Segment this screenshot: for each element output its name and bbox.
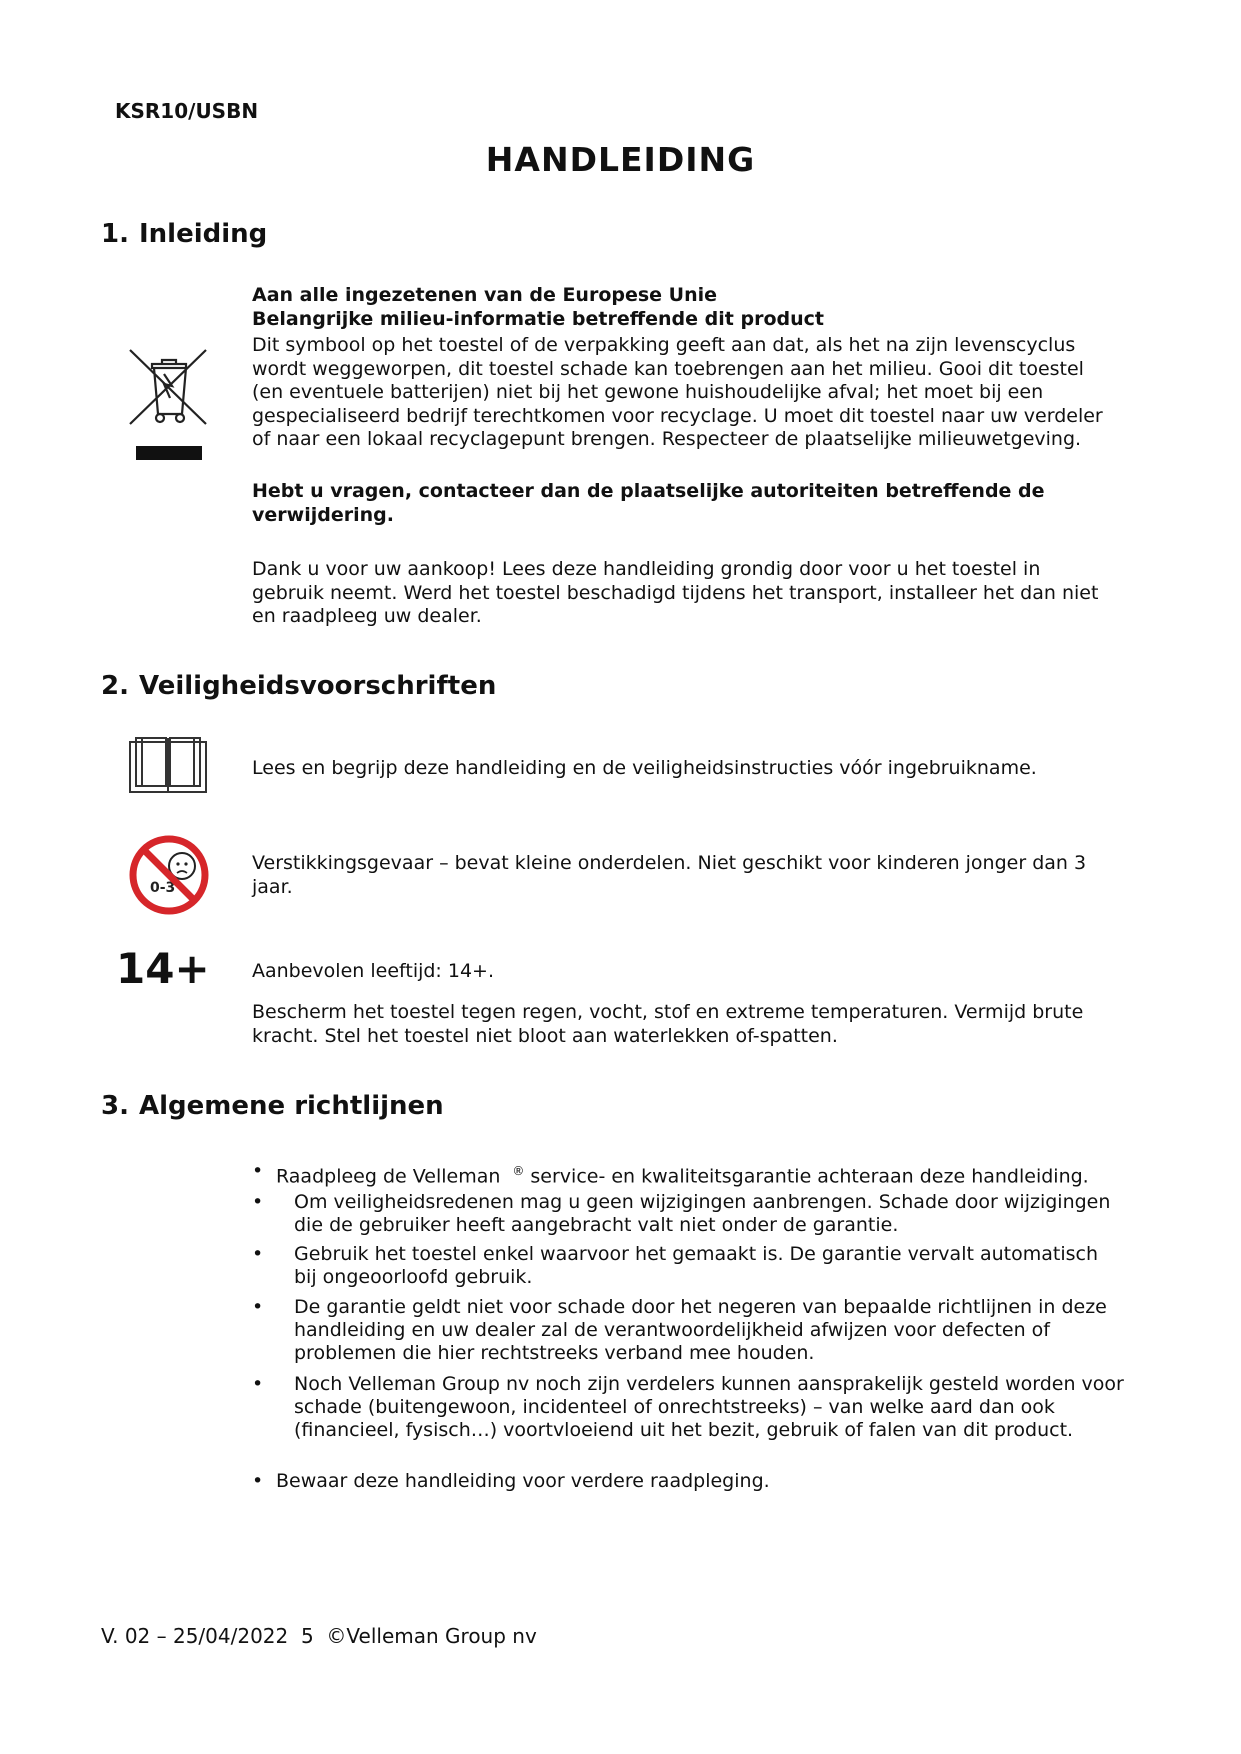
section-number: 2. (101, 671, 129, 701)
bullet: • (252, 1470, 264, 1492)
list-item-text: Om veiligheidsredenen mag u geen wijzigingen aanbrengen. Schade door wijzigingen die de gebruiker heeft aangebracht valt niet onder de garantie. (294, 1191, 1111, 1236)
bullet: • (252, 1243, 264, 1265)
bullet: • (252, 1160, 264, 1182)
manual-book-icon (128, 734, 208, 796)
page-footer: V. 02 – 25/04/2022 5 ©Velleman Group nv (101, 1624, 537, 1648)
eu-contact: Hebt u vragen, contacteer dan de plaatselijke autoriteiten betreffende de verwijdering. (252, 480, 1045, 526)
list-item-text: service- en kwaliteitsgarantie achteraan deze handleiding. (530, 1165, 1089, 1188)
list-item-text: De garantie geldt niet voor schade door het negeren van bepaalde richtlijnen in deze handleiding en uw dealer zal de verantwoordelijkheid afwijzen voor defecten of problemen die hier rechtstreeks verband mee houden. (294, 1296, 1107, 1364)
list-item (252, 1373, 1122, 1467)
section-2-heading (101, 671, 496, 701)
page-title: HANDLEIDING (485, 140, 756, 179)
section-title: Veiligheidsvoorschriften (139, 671, 497, 701)
list-item (252, 1296, 1122, 1366)
weee-bin-icon (126, 346, 210, 464)
age-recommendation-text: Aanbevolen leeftijd: 14+. (252, 960, 495, 982)
list-item-text: Bewaar deze handleiding voor verdere raadpleging. (276, 1470, 770, 1492)
section-number: 1. (101, 219, 129, 249)
list-item-text: Gebruik het toestel enkel waarvoor het gemaakt is. De garantie vervalt automatisch bij ongeoorloofd gebruik. (294, 1243, 1098, 1288)
registered-mark: ® (512, 1164, 525, 1178)
section-title: Inleiding (139, 219, 268, 249)
bullet: • (252, 1296, 264, 1318)
section-title: Algemene richtlijnen (139, 1091, 444, 1121)
list-item (252, 1470, 1122, 1494)
thanks-paragraph: Dank u voor uw aankoop! Lees deze handleiding grondig door voor u het toestel in gebruik neemt. Werd het toestel beschadigd tijdens het transport, installeer het dan niet en raadpleeg uw dealer. (252, 558, 1099, 627)
age-14-plus-icon: 14+ (116, 944, 210, 993)
eu-body: Dit symbool op het toestel of de verpakking geeft aan dat, als het na zijn levenscyclus wordt weggeworpen, dit toestel schade kan toebrengen aan het milieu. Gooi dit toestel (en eventuele batterijen) niet bij het gewone huishoudelijke afval; het moet bij een gespecialiseerd bedrijf terechtkomen voor recyclage. U moet dit toestel naar uw verdeler of naar een lokaal recyclagepunt brengen. Respecteer de plaatselijke milieuwetgeving. (252, 334, 1103, 450)
list-item (252, 1160, 1122, 1188)
list-item (252, 1243, 1122, 1289)
read-manual-text: Lees en begrijp deze handleiding en de veiligheidsinstructies vóór ingebruikname. (252, 757, 1037, 779)
protect-device-text: Bescherm het toestel tegen regen, vocht, stof en extreme temperaturen. Vermijd brute kracht. Stel het toestel niet bloot aan waterlekken of-spatten. (252, 1001, 1084, 1047)
bullet: • (252, 1191, 264, 1213)
bullet: • (252, 1373, 264, 1395)
eu-subtitle: Belangrijke milieu-informatie betreffende dit product (252, 308, 824, 330)
list-item (252, 1191, 1122, 1237)
section-3-heading (101, 1091, 444, 1121)
list-item-text: Raadpleeg de Velleman (276, 1165, 501, 1188)
model-number: KSR10/USBN (115, 99, 259, 123)
age-badge-label: 0-3 (150, 880, 176, 896)
eu-title: Aan alle ingezetenen van de Europese Unie (252, 284, 718, 306)
choking-hazard-icon (128, 834, 210, 916)
section-1-heading (101, 219, 267, 249)
choking-warning-text: Verstikkingsgevaar – bevat kleine onderdelen. Niet geschikt voor kinderen jonger dan 3 jaar. (252, 852, 1087, 898)
section-number: 3. (101, 1091, 129, 1121)
list-item-text: Noch Velleman Group nv noch zijn verdelers kunnen aansprakelijk gesteld worden voor schade (buitengewoon, incidenteel of onrechtstreeks) – van welke aard dan ook (financieel, fysisch…) voortvloeiend uit het bezit, gebruik of falen van dit product. (294, 1373, 1124, 1441)
